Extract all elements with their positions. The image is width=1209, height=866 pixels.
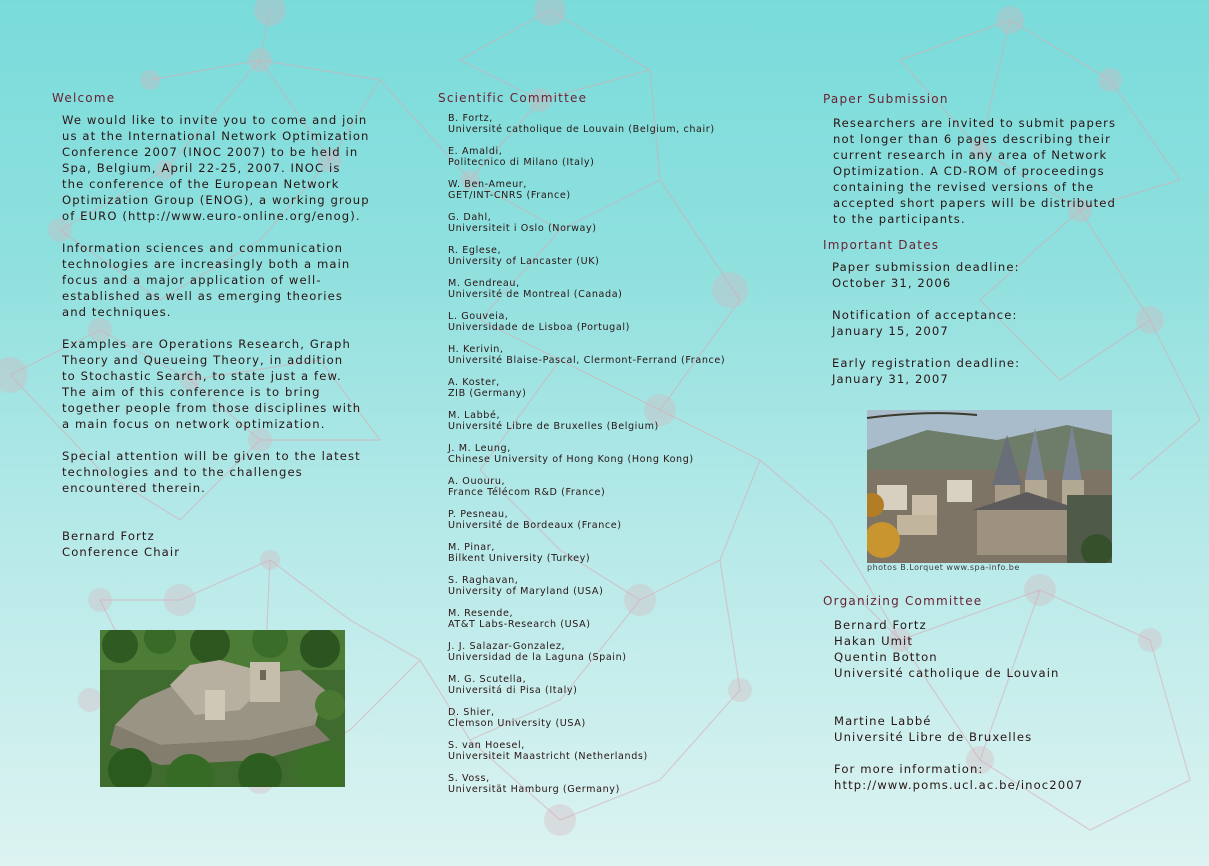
spa-church-photo [867, 410, 1112, 563]
committee-member [448, 212, 597, 234]
member-affiliation: Bilkent University (Turkey) [448, 553, 591, 564]
member-name: G. Dahl, [448, 212, 492, 223]
member-affiliation: Universität Hamburg (Germany) [448, 784, 620, 795]
welcome-paragraph-2: Information sciences and communication technologies are increasingly both a main focus and a major application of well- established as well as emerging theories and techniques. [62, 241, 351, 319]
member-affiliation: Université catholique de Louvain (Belgium, chair) [448, 124, 715, 135]
committee-member [448, 707, 586, 729]
committee-member [448, 146, 595, 168]
welcome-paragraph-4: Special attention will be given to the latest technologies and to the challenges encountered therein. [62, 449, 361, 495]
castle-ruins-photo [100, 630, 345, 787]
committee-member [448, 641, 627, 663]
member-affiliation: Universitá di Pisa (Italy) [448, 685, 578, 696]
committee-member [448, 410, 659, 432]
committee-member [448, 179, 571, 201]
committee-member [448, 311, 630, 333]
member-affiliation: Universidade de Lisboa (Portugal) [448, 322, 630, 333]
important-dates-heading: Important Dates [823, 238, 940, 252]
more-information: For more information: http://www.poms.ucl.ac.be/inoc2007 [834, 762, 1084, 792]
committee-member [448, 608, 591, 630]
member-name: R. Eglese, [448, 245, 502, 256]
photo-credit: photos B.Lorquet www.spa-info.be [867, 563, 1020, 572]
member-name: J. J. Salazar-Gonzalez, [448, 641, 566, 652]
welcome-heading: Welcome [52, 91, 116, 105]
committee-member [448, 113, 715, 135]
scientific-committee-heading: Scientific Committee [438, 91, 588, 105]
early-registration-deadline: Early registration deadline: January 31, 2007 [832, 356, 1021, 386]
member-name: A. Koster, [448, 377, 500, 388]
member-name: A. Ououru, [448, 476, 506, 487]
member-name: D. Shier, [448, 707, 495, 718]
committee-member [448, 509, 622, 531]
committee-member [448, 542, 590, 564]
committee-member [448, 344, 725, 366]
member-affiliation: ZIB (Germany) [448, 388, 527, 399]
member-affiliation: Universiteit Maastricht (Netherlands) [448, 751, 648, 762]
member-affiliation: Universiteit i Oslo (Norway) [448, 223, 597, 234]
committee-member [448, 674, 578, 696]
paper-submission-text: Researchers are invited to submit papers not longer than 6 pages describing their current research in any area of Network Optimization. A CD-ROM of proceedings containing the revised versions of the accepted short papers will be distributed to the participants. [833, 116, 1117, 226]
organizing-committee-heading: Organizing Committee [823, 594, 983, 608]
notification-date: Notification of acceptance: January 15, 2007 [832, 308, 1018, 338]
committee-member [448, 377, 526, 399]
member-affiliation: University of Maryland (USA) [448, 586, 604, 597]
member-affiliation: AT&T Labs-Research (USA) [448, 619, 591, 630]
committee-member [448, 245, 599, 267]
welcome-paragraph-3: Examples are Operations Research, Graph Theory and Queueing Theory, in addition to Stochastic Search, to state just a few. The aim of this conference is to bring together people from those disciplines with a main focus on network optimization. [62, 337, 362, 431]
paper-submission-heading: Paper Submission [823, 92, 949, 106]
member-name: S. Voss, [448, 773, 490, 784]
member-name: B. Fortz, [448, 113, 493, 124]
member-name: L. Gouveia, [448, 311, 509, 322]
member-affiliation: Université de Bordeaux (France) [448, 520, 622, 531]
member-name: S. Raghavan, [448, 575, 519, 586]
committee-member [448, 575, 603, 597]
member-affiliation: Chinese University of Hong Kong (Hong Kong) [448, 454, 694, 465]
chair-signature: Bernard Fortz Conference Chair [62, 529, 181, 559]
member-affiliation: Université Libre de Bruxelles (Belgium) [448, 421, 659, 432]
organizing-members-bruxelles: Martine Labbé Université Libre de Bruxelles [834, 714, 1033, 744]
member-name: W. Ben-Ameur, [448, 179, 527, 190]
member-name: H. Kerivin, [448, 344, 504, 355]
member-name: M. Resende, [448, 608, 514, 619]
committee-member [448, 443, 694, 465]
committee-member [448, 476, 605, 498]
member-affiliation: Clemson University (USA) [448, 718, 586, 729]
member-affiliation: Politecnico di Milano (Italy) [448, 157, 595, 168]
member-affiliation: France Télécom R&D (France) [448, 487, 606, 498]
member-name: M. Labbé, [448, 410, 501, 421]
committee-member [448, 740, 648, 762]
member-affiliation: University of Lancaster (UK) [448, 256, 600, 267]
member-name: P. Pesneau, [448, 509, 509, 520]
committee-member [448, 773, 620, 795]
organizing-members-louvain: Bernard Fortz Hakan Umit Quentin Botton Université catholique de Louvain [834, 618, 1060, 680]
welcome-paragraph-1: We would like to invite you to come and join us at the International Network Optimization Conference 2007 (INOC 2007) to be held in Spa, Belgium, April 22-25, 2007. INOC is the conference of the European Network Optimization Group (ENOG), a working group of EURO (http://www.euro-online.org/enog). [62, 113, 370, 223]
committee-member [448, 278, 623, 300]
member-name: M. Gendreau, [448, 278, 520, 289]
member-name: M. G. Scutella, [448, 674, 527, 685]
member-name: M. Pinar, [448, 542, 495, 553]
member-affiliation: Universidad de la Laguna (Spain) [448, 652, 627, 663]
member-name: S. van Hoesel, [448, 740, 525, 751]
member-affiliation: GET/INT-CNRS (France) [448, 190, 571, 201]
submission-deadline: Paper submission deadline: October 31, 2006 [832, 260, 1020, 290]
member-name: J. M. Leung, [448, 443, 511, 454]
member-affiliation: Université de Montreal (Canada) [448, 289, 623, 300]
member-name: E. Amaldi, [448, 146, 503, 157]
member-affiliation: Université Blaise-Pascal, Clermont-Ferrand (France) [448, 355, 726, 366]
